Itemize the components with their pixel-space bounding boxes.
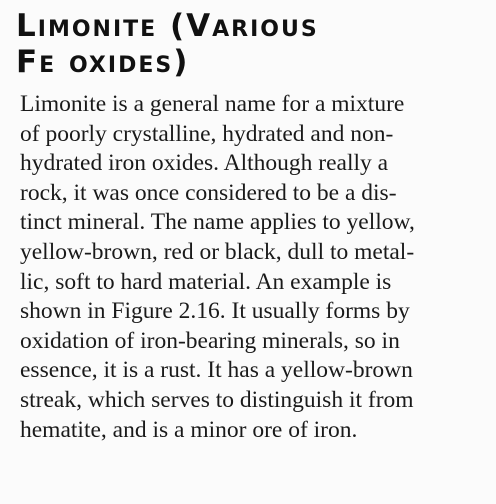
paragraph-line: tinct mineral. The name applies to yellow,: [20, 209, 415, 236]
paragraph-line: oxidation of iron-bearing minerals, so in: [20, 327, 400, 354]
paragraph-line: rock, it was once considered to be a dis-: [20, 179, 397, 206]
paragraph-line: shown in Figure 2.16. It usually forms by: [20, 298, 410, 325]
paragraph-line: lic, soft to hard material. An example is: [20, 268, 392, 295]
heading-line: Fe oxides): [16, 44, 190, 80]
paragraph-line: streak, which serves to distinguish it from: [20, 386, 414, 413]
paragraph-line: hydrated iron oxides. Although really a: [20, 150, 389, 177]
paragraph-line: of poorly crystalline, hydrated and non-: [20, 120, 394, 147]
paragraph-line: yellow-brown, red or black, dull to metal-: [20, 238, 415, 265]
heading-line: Limonite (Various: [16, 8, 319, 44]
section-heading: [16, 8, 486, 80]
paragraph-line: essence, it is a rust. It has a yellow-brown: [20, 357, 413, 384]
paragraph-line: hematite, and is a minor ore of iron.: [20, 416, 358, 443]
paragraph-line: Limonite is a general name for a mixture: [20, 91, 405, 117]
body-paragraph: [20, 90, 488, 445]
